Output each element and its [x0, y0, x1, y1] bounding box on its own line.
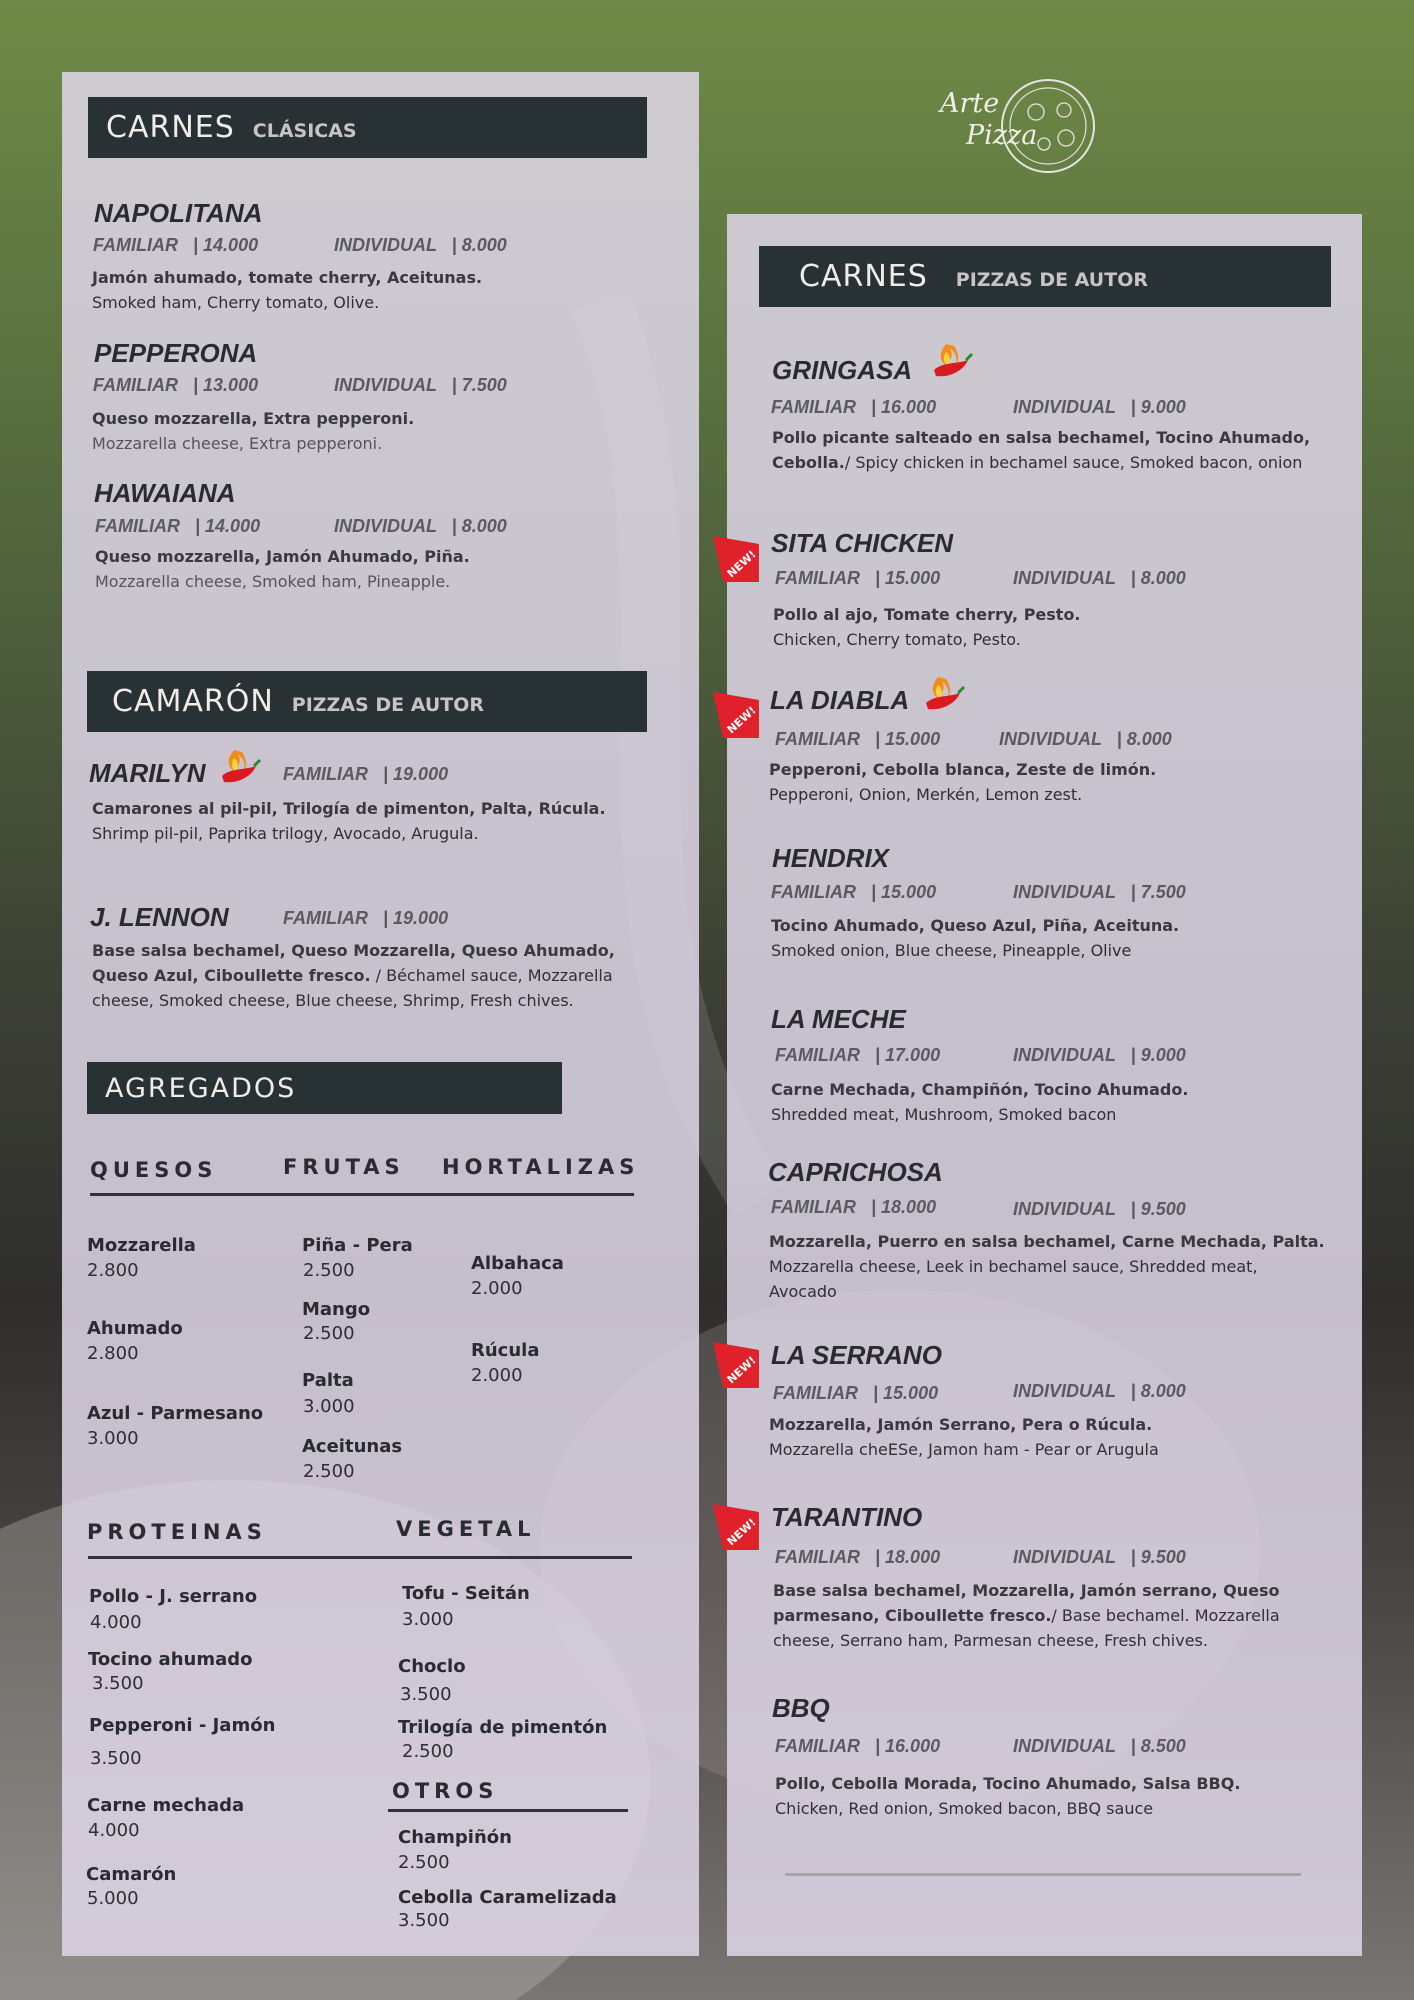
description-en: Mozzarella cheese, Smoked ham, Pineapple.	[95, 572, 451, 591]
addon-price: 2.500	[398, 1852, 450, 1873]
pizza-description	[771, 1077, 1311, 1127]
description-es: Pollo picante salteado en salsa bechamel, Tocino Ahumado, Cebolla.	[772, 428, 1311, 472]
addon-name: Pollo - J. serrano	[89, 1586, 258, 1607]
pizza-description	[769, 1229, 1329, 1304]
addon-price: 2.500	[402, 1741, 454, 1762]
price-familiar: FAMILIAR | 16.000	[771, 397, 937, 417]
pizza-description	[769, 1412, 1309, 1462]
price-individual: INDIVIDUAL | 9.000	[1013, 1045, 1186, 1065]
pizza-description	[95, 544, 655, 594]
addon-name: Tocino ahumado	[88, 1649, 253, 1670]
pizza-name: HENDRIX	[772, 843, 890, 873]
footer-divider	[785, 1873, 1301, 1876]
pizza-description	[773, 602, 1313, 652]
description-en: Mozzarella cheese, Extra pepperoni.	[92, 434, 383, 453]
svg-text:NEW!: NEW!	[724, 1353, 759, 1387]
addon-name: Piña - Pera	[302, 1235, 413, 1256]
price-individual: INDIVIDUAL | 7.500	[1013, 882, 1186, 902]
pizza-name: SITA CHICKEN	[771, 528, 953, 558]
category-divider	[90, 1193, 634, 1196]
pizza-description	[771, 913, 1311, 963]
section-title: CAMARÓN	[112, 684, 274, 719]
description-en: Shredded meat, Mushroom, Smoked bacon	[771, 1105, 1117, 1124]
description-en: Smoked onion, Blue cheese, Pineapple, Olive	[771, 941, 1132, 960]
logo-text-line2: Pizza	[966, 120, 1038, 151]
description-en: Chicken, Red onion, Smoked bacon, BBQ sauce	[775, 1799, 1154, 1818]
category-hortalizas: HORTALIZAS	[442, 1155, 640, 1179]
addon-price: 3.500	[90, 1748, 142, 1769]
addon-price: 2.500	[303, 1260, 355, 1281]
addon-price: 3.000	[87, 1428, 139, 1449]
price-familiar: FAMILIAR | 16.000	[775, 1736, 941, 1756]
price-familiar: FAMILIAR | 15.000	[775, 729, 941, 749]
addon-price: 3.500	[400, 1684, 452, 1705]
addon-name: Ahumado	[87, 1318, 183, 1339]
description-en: Chicken, Cherry tomato, Pesto.	[773, 630, 1021, 649]
price-individual: INDIVIDUAL | 9.500	[1013, 1199, 1186, 1219]
addon-name: Mozzarella	[87, 1235, 196, 1256]
svg-text:NEW!: NEW!	[724, 547, 759, 581]
category-vegetal: VEGETAL	[396, 1517, 536, 1541]
pizza-name: BBQ	[772, 1693, 830, 1723]
new-badge-icon	[713, 1342, 759, 1388]
price-familiar: FAMILIAR | 13.000	[93, 375, 259, 395]
pizza-name: NAPOLITANA	[94, 198, 263, 228]
price-individual: INDIVIDUAL | 9.000	[1013, 397, 1186, 417]
category-otros: OTROS	[392, 1779, 499, 1803]
price-familiar: FAMILIAR | 17.000	[775, 1045, 941, 1065]
addon-price: 3.500	[92, 1673, 144, 1694]
pizza-description	[773, 1578, 1313, 1653]
price-familiar: FAMILIAR | 19.000	[283, 764, 449, 784]
description-en: Pepperoni, Onion, Merkén, Lemon zest.	[769, 785, 1083, 804]
description-es: Queso mozzarella, Jamón Ahumado, Piña.	[95, 547, 470, 566]
price-familiar: FAMILIAR | 15.000	[775, 568, 941, 588]
price-familiar: FAMILIAR | 14.000	[93, 235, 259, 255]
price-individual: INDIVIDUAL | 8.000	[999, 729, 1172, 749]
description-en: / Base bechamel. Mozzarella cheese, Serrano ham, Parmesan cheese, Fresh chives.	[773, 1606, 1280, 1650]
description-en: / Béchamel sauce, Mozzarella cheese, Smoked cheese, Blue cheese, Shrimp, Fresh chives.	[92, 966, 613, 1010]
logo-text-line1: Arte	[940, 88, 1000, 119]
svg-text:NEW!: NEW!	[724, 1515, 759, 1549]
addon-name: Rúcula	[471, 1340, 540, 1361]
new-badge-icon	[713, 536, 759, 582]
pizza-description	[92, 265, 652, 315]
pizza-name: LA SERRANO	[771, 1340, 942, 1370]
price-familiar: FAMILIAR | 15.000	[771, 882, 937, 902]
addon-name: Mango	[302, 1299, 371, 1320]
addon-price: 3.500	[398, 1910, 450, 1931]
new-badge-icon	[713, 1504, 759, 1550]
section-title: CARNES	[799, 259, 928, 294]
chili-flame-icon	[920, 673, 966, 715]
pizza-name: J. LENNON	[90, 902, 229, 932]
section-subtitle: PIZZAS DE AUTOR	[291, 693, 484, 716]
description-en: Mozzarella cheESe, Jamon ham - Pear or Arugula	[769, 1440, 1159, 1459]
description-es: Mozzarella, Jamón Serrano, Pera o Rúcula.	[769, 1415, 1153, 1434]
price-familiar: FAMILIAR | 18.000	[775, 1547, 941, 1567]
price-individual: INDIVIDUAL | 8.000	[334, 516, 507, 536]
section-header-carnes-clasicas	[88, 97, 647, 158]
section-title: AGREGADOS	[105, 1072, 297, 1104]
pizza-description	[769, 757, 1309, 807]
addon-price: 2.000	[471, 1278, 523, 1299]
addon-price: 2.800	[87, 1343, 139, 1364]
price-familiar: FAMILIAR | 19.000	[283, 908, 449, 928]
description-es: Jamón ahumado, tomate cherry, Aceitunas.	[92, 268, 483, 287]
description-es: Camarones al pil-pil, Trilogía de pimenton, Palta, Rúcula.	[92, 799, 606, 818]
category-frutas: FRUTAS	[283, 1155, 405, 1179]
pizza-description	[775, 1771, 1315, 1821]
addon-name: Choclo	[398, 1656, 466, 1677]
addon-name: Albahaca	[471, 1253, 564, 1274]
pizza-description	[772, 425, 1312, 475]
pizza-name: CAPRICHOSA	[768, 1157, 943, 1187]
price-familiar: FAMILIAR | 18.000	[771, 1197, 937, 1217]
description-es: Base salsa bechamel, Mozzarella, Jamón serrano, Queso parmesano, Ciboullette fresco.	[773, 1581, 1280, 1625]
price-individual: INDIVIDUAL | 8.000	[334, 235, 507, 255]
addon-name: Pepperoni - Jamón	[89, 1715, 276, 1736]
pizza-description	[92, 406, 652, 456]
section-subtitle: CLÁSICAS	[252, 119, 357, 142]
section-subtitle: PIZZAS DE AUTOR	[955, 268, 1148, 291]
addon-name: Azul - Parmesano	[87, 1403, 264, 1424]
addon-name: Tofu - Seitán	[402, 1583, 530, 1604]
section-header-carnes-autor	[759, 246, 1331, 307]
pizza-name: PEPPERONA	[94, 338, 258, 368]
description-en: Shrimp pil-pil, Paprika trilogy, Avocado, Arugula.	[92, 824, 479, 843]
addon-price: 2.800	[87, 1260, 139, 1281]
description-es: Carne Mechada, Champiñón, Tocino Ahumado.	[771, 1080, 1189, 1099]
price-individual: INDIVIDUAL | 9.500	[1013, 1547, 1186, 1567]
addon-price: 5.000	[87, 1888, 139, 1909]
category-divider	[88, 1556, 632, 1559]
description-es: Pollo al ajo, Tomate cherry, Pesto.	[773, 605, 1081, 624]
pizza-name: LA DIABLA	[770, 685, 910, 715]
addon-price: 3.000	[303, 1396, 355, 1417]
addon-price: 3.000	[402, 1609, 454, 1630]
description-en: Smoked ham, Cherry tomato, Olive.	[92, 293, 380, 312]
addon-price: 2.500	[303, 1461, 355, 1482]
section-header-camaron	[87, 671, 647, 732]
chili-flame-icon	[216, 746, 262, 788]
category-divider	[388, 1809, 628, 1812]
category-proteinas: PROTEINAS	[87, 1520, 267, 1544]
addon-price: 2.500	[303, 1323, 355, 1344]
description-en: / Spicy chicken in bechamel sauce, Smoked bacon, onion	[844, 453, 1303, 472]
addon-name: Cebolla Caramelizada	[398, 1887, 617, 1908]
price-individual: INDIVIDUAL | 8.000	[1013, 568, 1186, 588]
addon-name: Camarón	[86, 1864, 177, 1885]
addon-name: Palta	[302, 1370, 354, 1391]
pizza-name: GRINGASA	[772, 355, 913, 385]
price-individual: INDIVIDUAL | 7.500	[334, 375, 507, 395]
category-quesos: QUESOS	[90, 1158, 218, 1182]
addon-name: Aceitunas	[302, 1436, 403, 1457]
pizza-name: HAWAIANA	[94, 478, 236, 508]
description-es: Base salsa bechamel, Queso Mozzarella, Queso Ahumado, Queso Azul, Ciboullette fresco.	[92, 941, 615, 985]
pizza-name: TARANTINO	[771, 1502, 923, 1532]
addon-name: Champiñón	[398, 1827, 512, 1848]
description-es: Pollo, Cebolla Morada, Tocino Ahumado, Salsa BBQ.	[775, 1774, 1241, 1793]
description-es: Tocino Ahumado, Queso Azul, Piña, Aceituna.	[771, 916, 1180, 935]
pizza-description	[92, 938, 622, 1013]
addon-price: 4.000	[90, 1612, 142, 1633]
pizza-name: MARILYN	[89, 758, 206, 788]
pizza-name: LA MECHE	[771, 1004, 906, 1034]
price-individual: INDIVIDUAL | 8.000	[1013, 1381, 1186, 1401]
section-header-agregados	[87, 1062, 562, 1114]
chili-flame-icon	[928, 340, 974, 382]
description-es: Queso mozzarella, Extra pepperoni.	[92, 409, 415, 428]
addon-name: Carne mechada	[87, 1795, 245, 1816]
addon-price: 4.000	[88, 1820, 140, 1841]
new-badge-icon	[713, 692, 759, 738]
description-es: Mozzarella, Puerro en salsa bechamel, Carne Mechada, Palta.	[769, 1232, 1325, 1251]
addon-price: 2.000	[471, 1365, 523, 1386]
pizza-description	[92, 796, 662, 846]
price-familiar: FAMILIAR | 14.000	[95, 516, 261, 536]
description-en: Mozzarella cheese, Leek in bechamel sauce, Shredded meat, Avocado	[769, 1257, 1258, 1301]
price-familiar: FAMILIAR | 15.000	[773, 1383, 939, 1403]
description-es: Pepperoni, Cebolla blanca, Zeste de limón.	[769, 760, 1157, 779]
price-individual: INDIVIDUAL | 8.500	[1013, 1736, 1186, 1756]
brand-logo	[936, 76, 1100, 176]
addon-name: Trilogía de pimentón	[398, 1717, 608, 1738]
svg-text:NEW!: NEW!	[724, 703, 759, 737]
section-title: CARNES	[106, 110, 235, 145]
